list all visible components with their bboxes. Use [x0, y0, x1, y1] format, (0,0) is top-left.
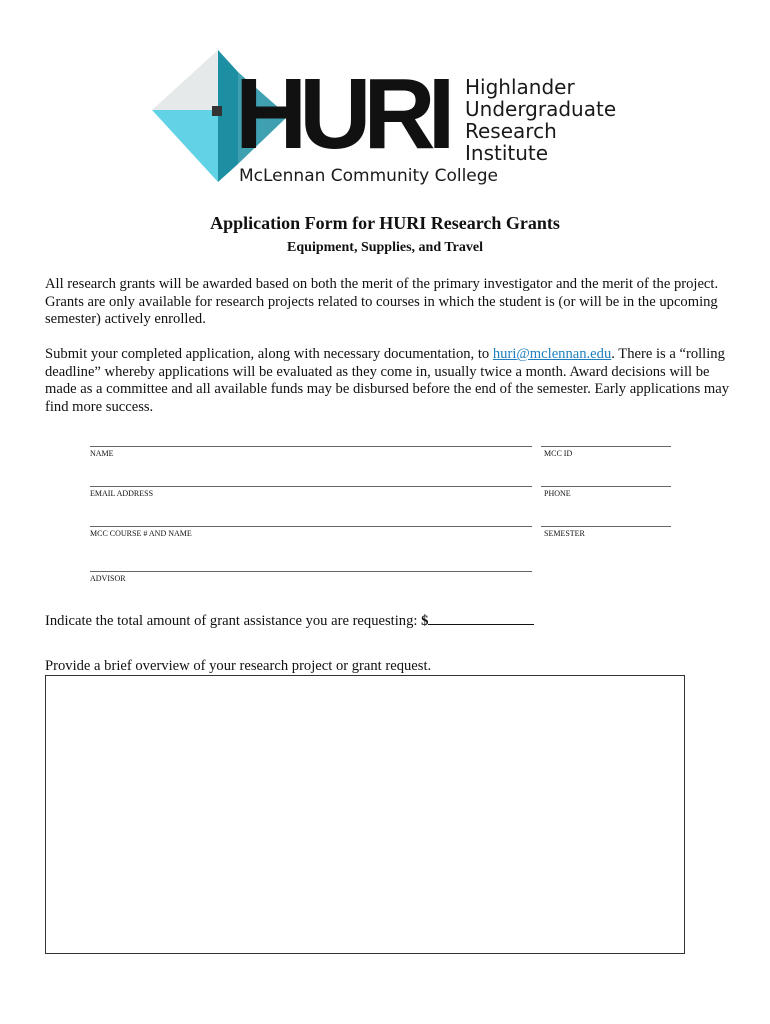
email-link[interactable]: huri@mclennan.edu	[492, 346, 612, 362]
grant-amount-line	[45, 612, 645, 630]
intro-paragraph-submission	[45, 346, 735, 416]
logo-tagline-2: Undergraduate	[465, 97, 617, 121]
course-label: MCC COURSE # AND NAME	[90, 529, 192, 538]
course-field[interactable]	[90, 526, 532, 527]
email-address-label: EMAIL ADDRESS	[90, 489, 154, 498]
phone-field[interactable]	[541, 486, 671, 487]
mcc-id-label: MCC ID	[544, 449, 573, 458]
grant-amount-field[interactable]	[428, 612, 534, 625]
email-address-field[interactable]	[90, 486, 532, 487]
overview-textarea[interactable]	[45, 675, 685, 954]
advisor-label: ADVISOR	[90, 574, 126, 583]
logo-wordmark: HURI	[235, 58, 448, 170]
currency-symbol: $	[421, 613, 429, 629]
logo-tagline-4: Institute	[465, 141, 549, 165]
mcc-id-field[interactable]	[541, 446, 671, 447]
name-label: NAME	[90, 449, 114, 458]
semester-label: SEMESTER	[544, 529, 585, 538]
phone-label: PHONE	[544, 489, 571, 498]
huri-logo	[150, 44, 620, 194]
name-field[interactable]	[90, 446, 532, 447]
intro-paragraph-merit: All research grants will be awarded based on both the merit of the primary investigator and the merit of the project. Grants are only available for research projects related to courses in which the student is (or will be in the upcoming semester) actively enrolled.	[45, 276, 719, 328]
logo-tagline-3: Research	[465, 119, 557, 143]
semester-field[interactable]	[541, 526, 671, 527]
logo-college-name: McLennan Community College	[239, 166, 499, 186]
advisor-field[interactable]	[90, 571, 532, 572]
submission-text-start: Submit your completed application, along with necessary documentation, to	[45, 346, 493, 362]
logo-tagline-1: Highlander	[465, 75, 575, 99]
form-title: Application Form for HURI Research Grants	[210, 213, 560, 233]
grant-amount-label: Indicate the total amount of grant assistance you are requesting:	[45, 613, 422, 629]
overview-label: Provide a brief overview of your research project or grant request.	[45, 658, 432, 674]
form-subtitle: Equipment, Supplies, and Travel	[287, 240, 483, 255]
submission-text-end: . There is a “rolling deadline” whereby applications will be evaluated as they come in, usually twice a month. Award decisions will be made as a committee and all available funds may be disbursed before the end of the semester. Early applications may find more success.	[45, 346, 730, 415]
